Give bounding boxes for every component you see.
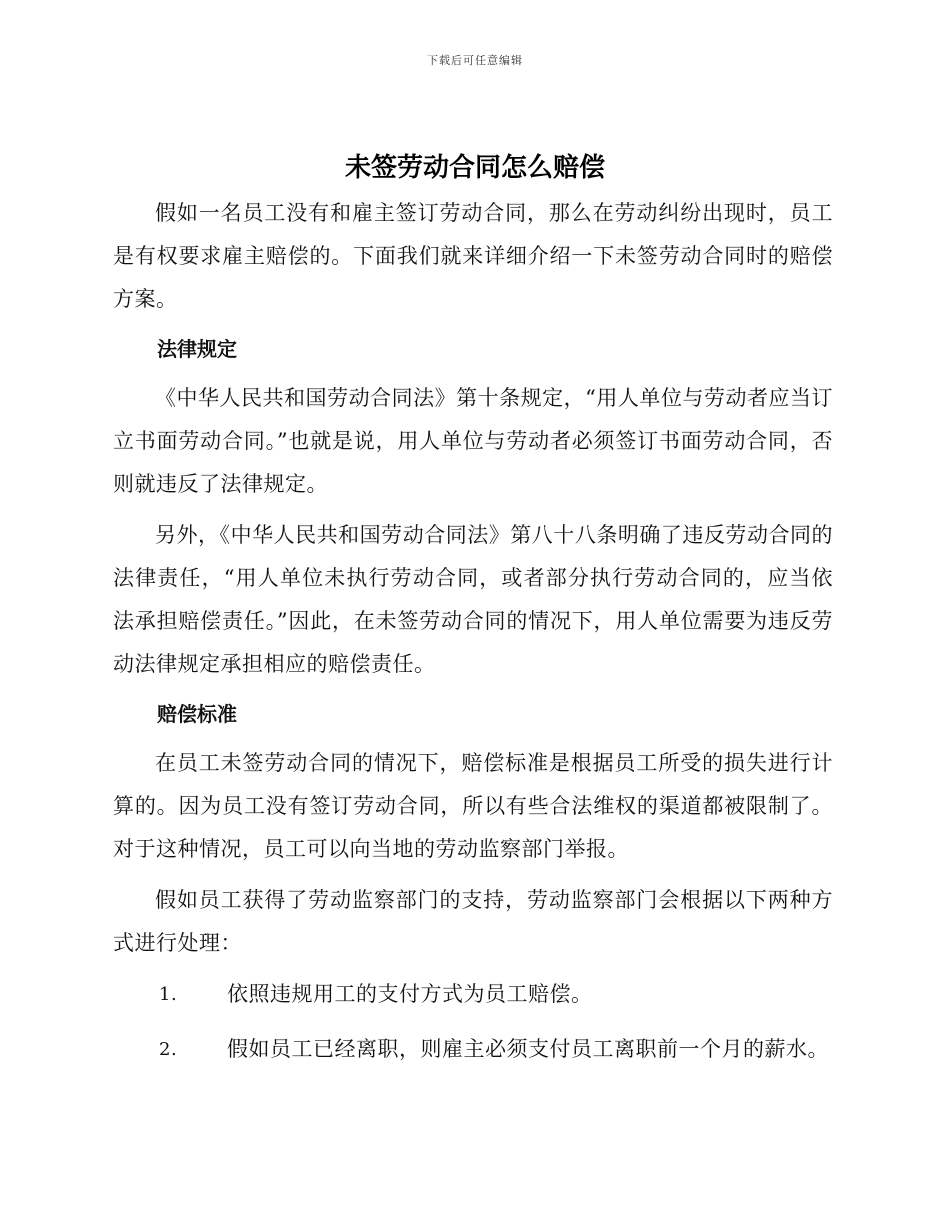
document-title: 未签劳动合同怎么赔偿 xyxy=(344,153,605,183)
section-heading-legal: 法律规定 xyxy=(157,337,237,361)
list-item-text: 假如员工已经离职，则雇主必须支付员工离职前一个月的薪水。 xyxy=(227,1037,829,1061)
list-item-number: 1. xyxy=(159,984,178,1005)
legal-paragraph-2: 另外，《中华人民共和国劳动合同法》第八十八条明确了违反劳动合同的法律责任，“用人单位未执行劳动合同，或者部分执行劳动合同的，应当依法承担赔偿责任。”因此，在未签劳动合同的情况下，用人单位需要为违反劳动法律规定承担相应的赔偿责任。 xyxy=(113,523,833,676)
section-heading-compensation: 赔偿标准 xyxy=(157,702,237,726)
document-body xyxy=(113,192,833,1071)
list-item-text: 依照违规用工的支付方式为员工赔偿。 xyxy=(227,982,593,1006)
compensation-paragraph-2: 假如员工获得了劳动监察部门的支持，劳动监察部门会根据以下两种方式进行处理： xyxy=(113,888,833,955)
list-item-number: 2. xyxy=(159,1039,178,1060)
compensation-paragraph-1: 在员工未签劳动合同的情况下，赔偿标准是根据员工所受的损失进行计算的。因为员工没有签订劳动合同，所以有些合法维权的渠道都被限制了。对于这种情况，员工可以向当地的劳动监察部门举报。 xyxy=(113,751,833,861)
page-header: 下载后可任意编辑 xyxy=(427,54,523,67)
intro-paragraph: 假如一名员工没有和雇主签订劳动合同，那么在劳动纠纷出现时，员工是有权要求雇主赔偿的。下面我们就来详细介绍一下未签劳动合同时的赔偿方案。 xyxy=(113,201,833,311)
list-item xyxy=(113,1028,833,1071)
compensation-list xyxy=(113,973,833,1071)
list-item xyxy=(113,973,833,1016)
legal-paragraph-1: 《中华人民共和国劳动合同法》第十条规定，“用人单位与劳动者应当订立书面劳动合同。”也就是说，用人单位与劳动者必须签订书面劳动合同，否则就违反了法律规定。 xyxy=(113,386,833,496)
